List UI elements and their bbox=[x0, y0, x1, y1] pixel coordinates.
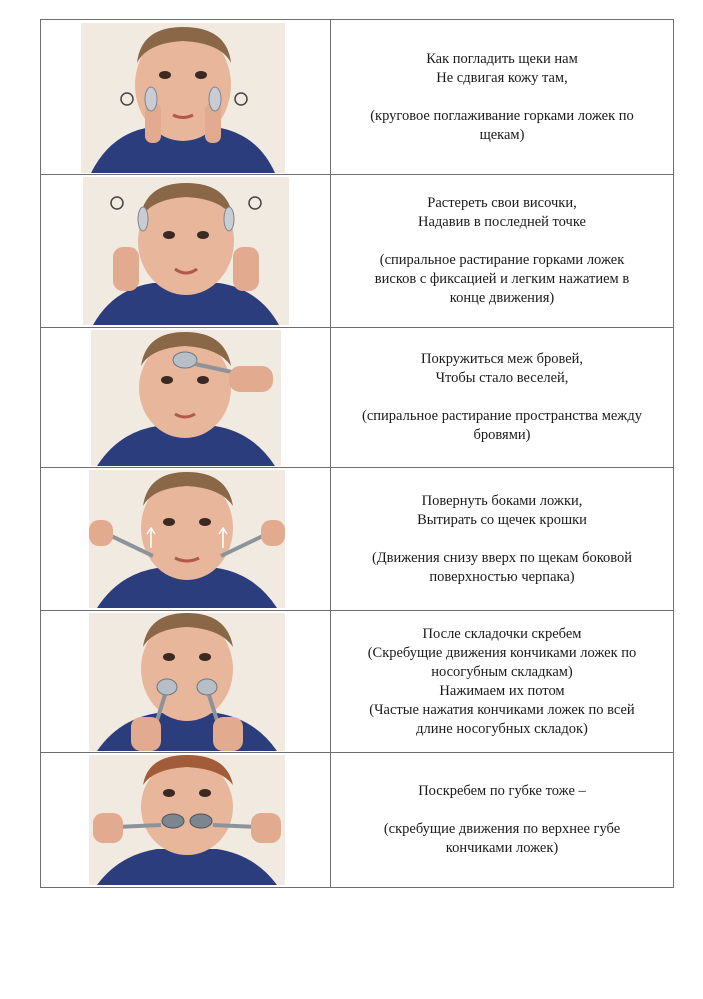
note-line: (круговое поглаживание горками ложек по bbox=[370, 107, 634, 124]
verse-line: Не сдвигая кожу там, bbox=[436, 69, 568, 86]
table-row bbox=[41, 468, 673, 611]
table-row bbox=[41, 20, 673, 175]
instruction-text bbox=[331, 328, 673, 467]
child-photo-upper-lip bbox=[89, 755, 285, 885]
table-row bbox=[41, 611, 673, 753]
child-face-illustration bbox=[89, 755, 285, 885]
table-row bbox=[41, 328, 673, 468]
verse-line: Растереть свои височки, bbox=[427, 195, 577, 211]
note-line: длине носогубных складок) bbox=[416, 720, 588, 737]
child-photo-temples bbox=[83, 177, 289, 325]
note-line: носогубным складкам) bbox=[431, 663, 573, 680]
child-photo-cheeks-side bbox=[89, 470, 285, 608]
instruction-text bbox=[331, 20, 673, 174]
photo-cell bbox=[41, 328, 331, 467]
child-face-illustration bbox=[89, 470, 285, 608]
note-line: (спиральное растирание горками ложек bbox=[379, 252, 625, 268]
instruction-text bbox=[331, 611, 673, 752]
instruction-text bbox=[331, 468, 673, 610]
note-line: поверхностью черпака) bbox=[429, 568, 575, 585]
note-line: (скребущие движения по верхнее губе bbox=[383, 821, 621, 837]
photo-cell bbox=[41, 611, 331, 752]
child-face-illustration bbox=[81, 23, 285, 173]
photo-cell bbox=[41, 175, 331, 327]
verse-line: Как погладить щеки нам bbox=[426, 50, 578, 67]
verse-line: Повернуть боками ложки, bbox=[421, 492, 583, 509]
instruction-text bbox=[331, 175, 673, 327]
child-photo-cheeks bbox=[81, 23, 285, 173]
child-face-illustration bbox=[91, 330, 281, 466]
note-line: (спиральное растирание пространства между bbox=[362, 408, 642, 424]
spoons-icon bbox=[197, 679, 217, 695]
spoons-icon bbox=[157, 679, 177, 695]
instruction-text bbox=[331, 753, 673, 887]
note-line: щекам) bbox=[479, 126, 525, 143]
child-face-illustration bbox=[83, 177, 289, 325]
child-face-illustration bbox=[89, 613, 285, 751]
verse-line: Чтобы стало веселей, bbox=[435, 370, 569, 386]
verse-line: Надавив в последней точке bbox=[418, 214, 586, 230]
child-photo-between-brows bbox=[91, 330, 281, 466]
spoons-icon bbox=[190, 814, 212, 828]
verse-line: Нажимаем их потом bbox=[439, 682, 565, 699]
verse-line: После складочки скребем bbox=[422, 625, 582, 642]
exercise-table bbox=[40, 19, 674, 888]
table-row bbox=[41, 175, 673, 328]
note-line: (Скребущие движения кончиками ложек по bbox=[367, 644, 637, 661]
spoons-icon bbox=[162, 814, 184, 828]
note-line: кончиками ложек) bbox=[445, 840, 559, 856]
table-row bbox=[41, 753, 673, 887]
photo-cell bbox=[41, 753, 331, 887]
note-line: висков с фиксацией и легким нажатием в bbox=[374, 271, 630, 287]
note-line: бровями) bbox=[473, 427, 531, 443]
photo-cell bbox=[41, 20, 331, 174]
note-line: (Частые нажатия кончиками ложек по всей bbox=[369, 701, 635, 718]
verse-line: Поскребем по губке тоже – bbox=[418, 783, 586, 799]
note-line: конце движения) bbox=[449, 290, 555, 306]
child-photo-nasolabial bbox=[89, 613, 285, 751]
verse-line: Вытирать со щечек крошки bbox=[417, 511, 587, 528]
photo-cell bbox=[41, 468, 331, 610]
verse-line: Покружиться меж бровей, bbox=[420, 351, 584, 367]
note-line: (Движения снизу вверх по щекам боковой bbox=[371, 549, 633, 566]
